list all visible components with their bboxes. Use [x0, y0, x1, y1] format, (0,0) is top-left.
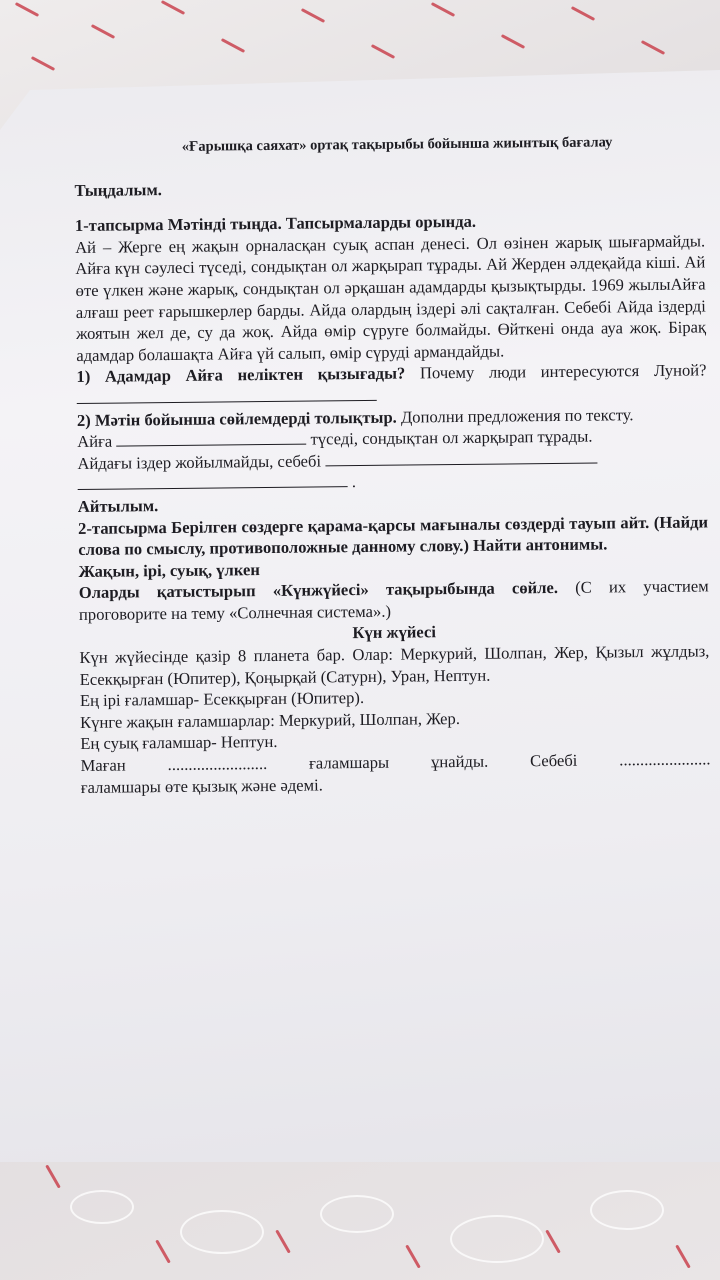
section-listening-heading: Тыңдалым. — [74, 179, 162, 200]
question-2-translation: Дополни предложения по тексту. — [396, 404, 634, 427]
tablecloth-pattern — [571, 6, 595, 21]
task2-instruction-translation: (С их участием проговорите на тему «Солнечная система».) — [78, 576, 709, 624]
fill-2-end: . — [351, 472, 357, 492]
fill-2-start: Айдағы іздер жойылмайды, себебі — [77, 451, 322, 473]
worksheet-content — [74, 131, 711, 798]
tablecloth-pattern — [221, 38, 245, 53]
fav-word-1: Маған — [80, 755, 126, 775]
tablecloth-pattern — [15, 2, 39, 17]
question-1-bold: 1) Адамдар Айға неліктен қызығады? — [76, 363, 406, 387]
lace-pattern — [180, 1210, 264, 1254]
question-1-translation: Почему люди интересуются Луной? — [405, 360, 707, 383]
question-2-bold: 2) Мәтін бойынша сөйлемдерді толықтыр. — [76, 407, 397, 430]
lace-pattern — [450, 1215, 544, 1263]
fill-1-end: түседі, сондықтан ол жарқырап тұрады. — [310, 426, 593, 449]
question-1 — [76, 360, 706, 410]
answer-blank[interactable] — [325, 448, 597, 466]
task2-instruction-bold: Оларды қатыстырып «Күнжүйесі» тақырыбында сөйле. — [78, 578, 559, 603]
favorite-planet-line-end: ғаламшары өте қызық және әдемі. — [80, 775, 323, 797]
tablecloth-pattern — [301, 8, 325, 23]
fav-word-2: ғаламшары — [308, 752, 390, 773]
answer-dots[interactable]: ........................ — [167, 754, 268, 775]
tablecloth-pattern — [275, 1229, 291, 1253]
tablecloth-pattern — [641, 40, 665, 55]
tablecloth-pattern — [501, 34, 525, 49]
answer-blank[interactable] — [116, 430, 306, 447]
solar-system-subtitle: Күн жүйесі — [352, 622, 437, 643]
coldest-planet-line: Ең суық ғаламшар- Нептун. — [80, 732, 278, 754]
answer-blank[interactable] — [77, 386, 377, 404]
fav-word-3: ұнайды. — [430, 751, 489, 772]
closest-planets-line: Күнге жақын ғаламшарлар: Меркурий, Шолпан, Жер. — [80, 708, 461, 732]
tablecloth-pattern — [371, 44, 395, 59]
document-title: «Ғарышқа саяхат» ортақ тақырыбы бойынша жиынтық бағалау — [181, 134, 613, 155]
section-speaking-heading: Айтылым. — [77, 496, 159, 516]
fav-word-4: Себебі — [529, 750, 578, 771]
tablecloth-pattern — [31, 56, 55, 71]
tablecloth-pattern — [161, 0, 185, 15]
fill-1-start: Айға — [77, 431, 113, 452]
lace-pattern — [590, 1190, 664, 1230]
task2-instruction — [79, 576, 709, 626]
tablecloth-pattern — [405, 1244, 421, 1268]
tablecloth-pattern — [545, 1229, 561, 1253]
answer-blank[interactable] — [78, 472, 348, 490]
task1-text: Ай – Жерге ең жақын орналасқан суық аспан денесі. Ол өзінен жарық шығармайды. Айға күн сәулесі түседі, сондықтан ол жарқырап тұрады. Ай Жерден әлдеқайда кіші. Ай өте үлкен және жарық, сондықтан ол әрқашан адамдарды қызықтырды. 1969 жылыАйға алғаш реет ғарышкерлер барды. Айда олардың іздері әлі сақталған. Себебі Айда іздерді жоятын жел де, су да жоқ. Айда өмір сүруге болмайды. Өйткені онда ауа жоқ. Бірақ адамдар болашақта Айға үй салып, өмір сүруді армандайды. — [75, 231, 707, 365]
tablecloth-pattern — [155, 1239, 171, 1263]
largest-planet-line: Ең ірі ғаламшар- Есекқырған (Юпитер). — [79, 688, 365, 711]
solar-system-text: Күн жүйесінде қазір 8 планета бар. Олар: Меркурий, Шолпан, Жер, Қызыл жұлдыз, Есекқырған (Юпитер), Қоңырқай (Сатурн), Уран, Нептун. — [79, 641, 710, 689]
lace-pattern — [70, 1190, 134, 1224]
lace-pattern — [320, 1195, 394, 1233]
antonym-words: Жақын, ірі, суық, үлкен — [78, 559, 260, 581]
task2-heading: 2-тапсырма Берілген сөздерге қарама-қарсы мағыналы сөздерді тауып айт. (Найди слова по смыслу, противоположные данному слову.) Найти антонимы. — [77, 511, 709, 560]
tablecloth-pattern — [91, 24, 115, 39]
tablecloth-pattern — [431, 2, 455, 17]
answer-dots[interactable]: ...................... — [619, 749, 711, 770]
tablecloth-pattern — [45, 1164, 61, 1188]
task1-heading: 1-тапсырма Мәтінді тыңда. Тапсырмаларды орында. — [74, 211, 477, 236]
tablecloth-pattern — [675, 1244, 691, 1268]
